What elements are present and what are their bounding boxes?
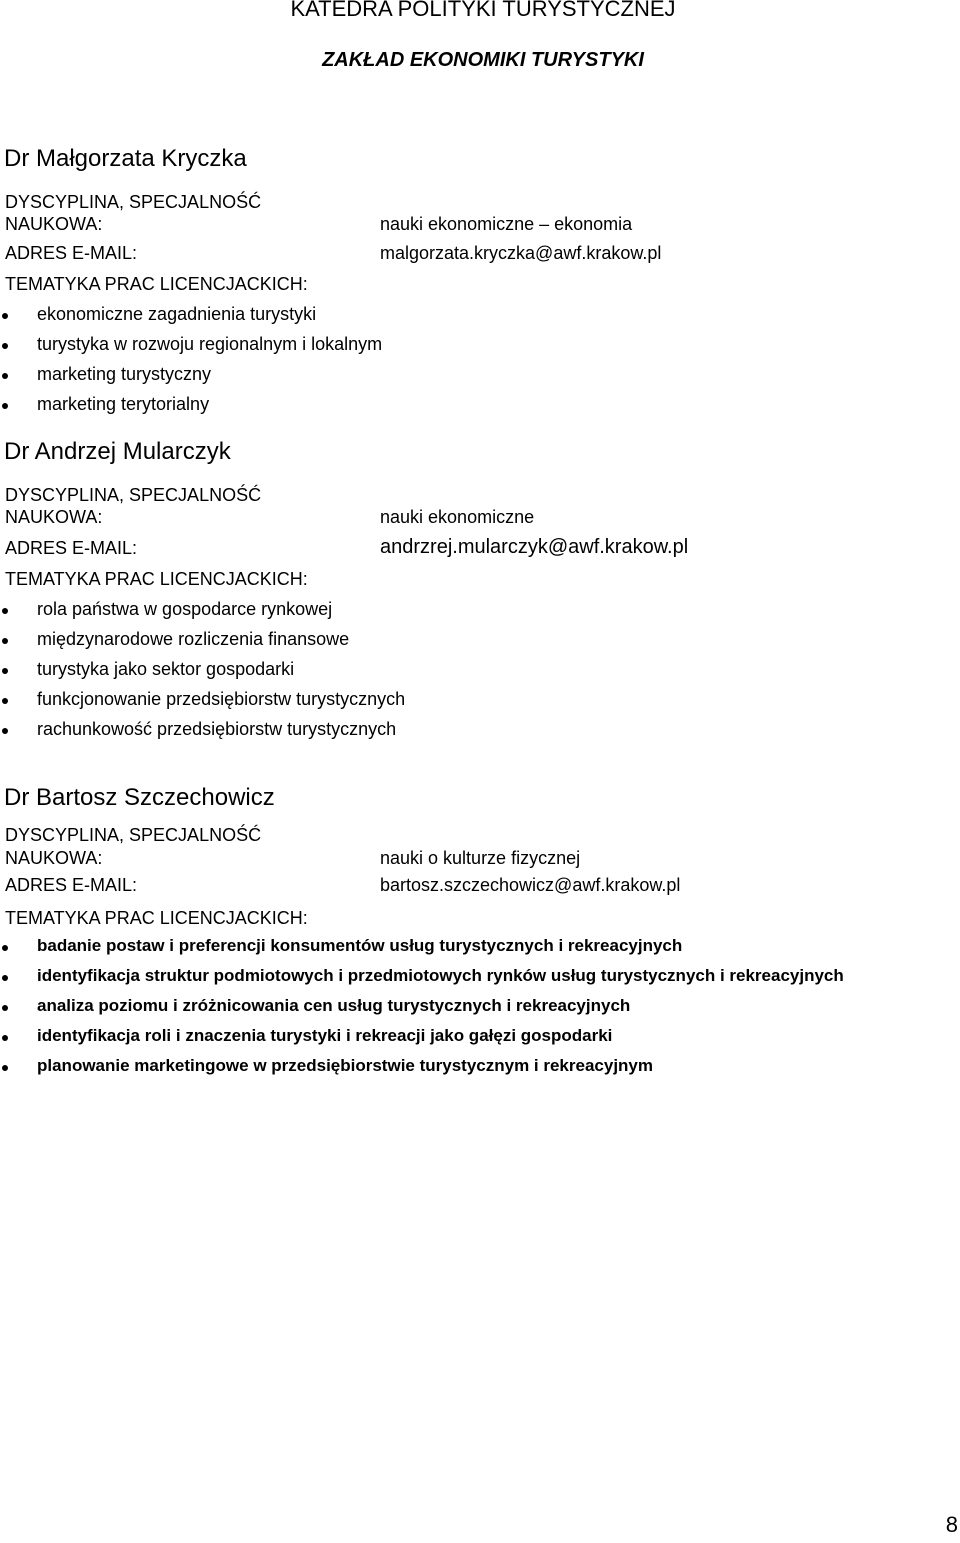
bullet-icon [2,403,8,409]
discipline-label: DYSCYPLINA, SPECJALNOŚĆ [5,485,262,505]
email-label: ADRES E-MAIL: [5,538,138,558]
bullet-icon [2,608,8,614]
email-label: ADRES E-MAIL: [5,243,138,263]
unit-subtitle: ZAKŁAD EKONOMIKI TURYSTYKI [322,49,644,71]
person-name: Dr Małgorzata Kryczka [4,145,247,172]
bullet-icon [2,1005,8,1011]
topics-label: TEMATYKA PRAC LICENCJACKICH: [5,569,308,589]
discipline-label: DYSCYPLINA, SPECJALNOŚĆ [5,192,262,212]
email-value: bartosz.szczechowicz@awf.krakow.pl [380,875,681,895]
discipline-label: DYSCYPLINA, SPECJALNOŚĆ [5,825,262,845]
person-name: Dr Andrzej Mularczyk [4,438,231,465]
bullet-icon [2,1065,8,1071]
department-title: KATEDRA POLITYKI TURYSTYCZNEJ [290,0,676,21]
bullet-icon [2,373,8,379]
person-name: Dr Bartosz Szczechowicz [4,784,275,811]
bullet-icon [2,668,8,674]
discipline-value: nauki ekonomiczne – ekonomia [380,214,633,234]
bullet-icon [2,975,8,981]
email-value: malgorzata.kryczka@awf.krakow.pl [380,243,662,263]
topics-label: TEMATYKA PRAC LICENCJACKICH: [5,274,308,294]
discipline-value: nauki o kulturze fizycznej [380,848,581,868]
bullet-icon [2,698,8,704]
discipline-label-cont: NAUKOWA: [5,507,103,527]
topics-label: TEMATYKA PRAC LICENCJACKICH: [5,908,308,928]
discipline-label-cont: NAUKOWA: [5,848,103,868]
bullet-icon [2,728,8,734]
bullet-icon [2,945,8,951]
discipline-label-cont: NAUKOWA: [5,214,103,234]
discipline-value: nauki ekonomiczne [380,507,535,527]
bullet-icon [2,638,8,644]
bullet-icon [2,1035,8,1041]
bullet-icon [2,313,8,319]
email-label: ADRES E-MAIL: [5,875,138,895]
email-value: andrzrej.mularczyk@awf.krakow.pl [380,536,689,558]
page-number: 8 [945,1512,958,1537]
bullet-icon [2,343,8,349]
